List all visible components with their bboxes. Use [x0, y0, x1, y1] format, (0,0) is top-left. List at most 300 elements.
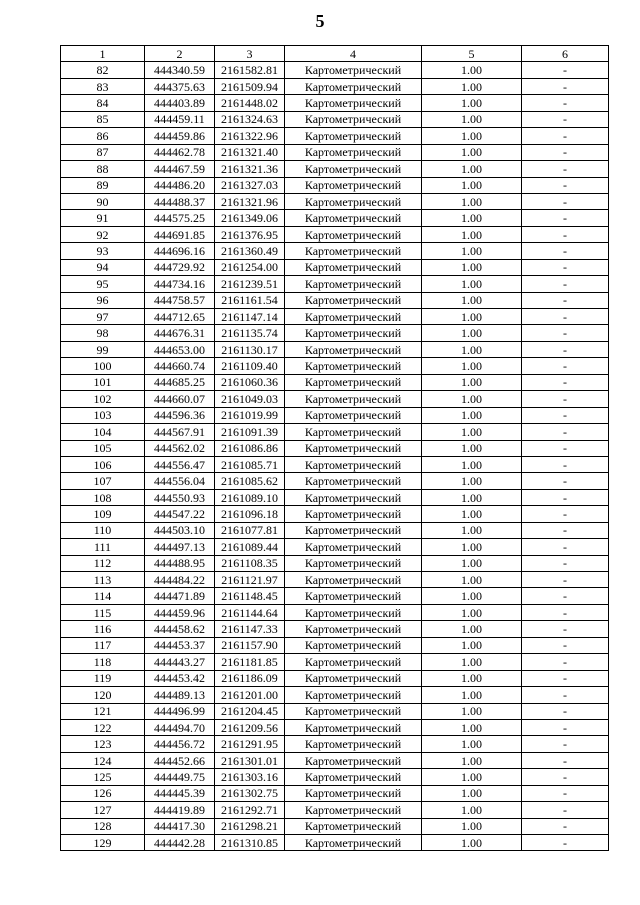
table-cell: - — [522, 785, 609, 801]
table-row — [61, 604, 609, 620]
table-cell: 2161302.75 — [215, 785, 285, 801]
table-cell: - — [522, 111, 609, 127]
table-cell: - — [522, 572, 609, 588]
table-cell: 444459.86 — [145, 128, 215, 144]
table-row — [61, 424, 609, 440]
table-cell: 1.00 — [422, 276, 522, 292]
table-cell: Картометрический — [285, 243, 422, 259]
table-cell: - — [522, 243, 609, 259]
table-cell: 444375.63 — [145, 78, 215, 94]
table-cell: 2161204.45 — [215, 703, 285, 719]
table-cell: - — [522, 539, 609, 555]
table-cell: 444691.85 — [145, 226, 215, 242]
table-cell: - — [522, 193, 609, 209]
table-cell: 444486.20 — [145, 177, 215, 193]
table-cell: Картометрический — [285, 752, 422, 768]
table-cell: 1.00 — [422, 161, 522, 177]
table-cell: - — [522, 407, 609, 423]
table-cell: Картометрический — [285, 128, 422, 144]
table-cell: 2161085.71 — [215, 456, 285, 472]
table-cell: - — [522, 703, 609, 719]
table-cell: 121 — [61, 703, 145, 719]
table-cell: Картометрический — [285, 407, 422, 423]
coordinates-table — [60, 45, 609, 851]
table-cell: 444419.89 — [145, 802, 215, 818]
table-cell: Картометрический — [285, 111, 422, 127]
table-cell: 118 — [61, 654, 145, 670]
table-cell: 444489.13 — [145, 687, 215, 703]
table-cell: 444734.16 — [145, 276, 215, 292]
table-cell: 117 — [61, 637, 145, 653]
table-cell: 100 — [61, 358, 145, 374]
table-cell: 1.00 — [422, 128, 522, 144]
table-cell: Картометрический — [285, 506, 422, 522]
table-row — [61, 440, 609, 456]
table-cell: - — [522, 802, 609, 818]
table-cell: 122 — [61, 719, 145, 735]
table-row — [61, 473, 609, 489]
table-cell: 1.00 — [422, 391, 522, 407]
table-cell: 1.00 — [422, 226, 522, 242]
table-cell: 2161181.85 — [215, 654, 285, 670]
table-row — [61, 259, 609, 275]
table-row — [61, 177, 609, 193]
table-cell: Картометрический — [285, 259, 422, 275]
table-cell: 2161121.97 — [215, 572, 285, 588]
table-cell: - — [522, 276, 609, 292]
table-cell: 1.00 — [422, 440, 522, 456]
table-cell: 1.00 — [422, 818, 522, 834]
table-cell: 2161089.44 — [215, 539, 285, 555]
table-cell: 93 — [61, 243, 145, 259]
table-cell: 123 — [61, 736, 145, 752]
table-cell: 1.00 — [422, 604, 522, 620]
table-row — [61, 637, 609, 653]
table-cell: Картометрический — [285, 62, 422, 78]
table-cell: - — [522, 670, 609, 686]
table-cell: 1.00 — [422, 489, 522, 505]
table-cell: 2161582.81 — [215, 62, 285, 78]
table-cell: 129 — [61, 835, 145, 851]
table-cell: 1.00 — [422, 752, 522, 768]
table-cell: Картометрический — [285, 736, 422, 752]
table-cell: 444494.70 — [145, 719, 215, 735]
table-cell: 444496.99 — [145, 703, 215, 719]
table-row — [61, 621, 609, 637]
table-cell: Картометрический — [285, 292, 422, 308]
table-cell: - — [522, 226, 609, 242]
table-cell: 444696.16 — [145, 243, 215, 259]
table-cell: 92 — [61, 226, 145, 242]
table-cell: 1.00 — [422, 539, 522, 555]
table-cell: 124 — [61, 752, 145, 768]
table-cell: - — [522, 374, 609, 390]
table-cell: 119 — [61, 670, 145, 686]
table-cell: Картометрический — [285, 325, 422, 341]
table-cell: 1.00 — [422, 292, 522, 308]
table-cell: 86 — [61, 128, 145, 144]
table-cell: 83 — [61, 78, 145, 94]
table-row — [61, 226, 609, 242]
table-cell: 82 — [61, 62, 145, 78]
column-header: 1 — [61, 46, 145, 62]
table-cell: 2161096.18 — [215, 506, 285, 522]
table-cell: 2161147.33 — [215, 621, 285, 637]
table-cell: 2161376.95 — [215, 226, 285, 242]
table-cell: 444758.57 — [145, 292, 215, 308]
table-cell: 126 — [61, 785, 145, 801]
table-row — [61, 391, 609, 407]
table-row — [61, 588, 609, 604]
table-cell: Картометрический — [285, 177, 422, 193]
table-cell: Картометрический — [285, 391, 422, 407]
table-cell: 444547.22 — [145, 506, 215, 522]
table-cell: 444488.37 — [145, 193, 215, 209]
table-cell: 110 — [61, 522, 145, 538]
table-row — [61, 703, 609, 719]
table-cell: Картометрический — [285, 424, 422, 440]
table-cell: - — [522, 440, 609, 456]
table-row — [61, 489, 609, 505]
table-cell: - — [522, 687, 609, 703]
table-cell: 2161148.45 — [215, 588, 285, 604]
table-cell: 1.00 — [422, 341, 522, 357]
table-row — [61, 752, 609, 768]
table-cell: Картометрический — [285, 818, 422, 834]
table-cell: 1.00 — [422, 424, 522, 440]
table-cell: 1.00 — [422, 637, 522, 653]
table-cell: 444442.28 — [145, 835, 215, 851]
table-cell: 2161135.74 — [215, 325, 285, 341]
table-cell: - — [522, 259, 609, 275]
table-cell: - — [522, 95, 609, 111]
table-cell: 444453.42 — [145, 670, 215, 686]
table-row — [61, 193, 609, 209]
table-cell: 95 — [61, 276, 145, 292]
table-cell: 444452.66 — [145, 752, 215, 768]
table-cell: - — [522, 752, 609, 768]
table-cell: 97 — [61, 309, 145, 325]
table-cell: 2161327.03 — [215, 177, 285, 193]
table-cell: 1.00 — [422, 407, 522, 423]
table-cell: 2161321.40 — [215, 144, 285, 160]
table-cell: 2161321.36 — [215, 161, 285, 177]
table-cell: 1.00 — [422, 506, 522, 522]
table-row — [61, 769, 609, 785]
table-cell: 444653.00 — [145, 341, 215, 357]
table-cell: 107 — [61, 473, 145, 489]
table-cell: 444712.65 — [145, 309, 215, 325]
table-cell: 108 — [61, 489, 145, 505]
table-cell: 444449.75 — [145, 769, 215, 785]
table-cell: 2161201.00 — [215, 687, 285, 703]
table-cell: Картометрический — [285, 719, 422, 735]
page-number: 5 — [315, 11, 325, 31]
table-cell: 112 — [61, 555, 145, 571]
table-cell: Картометрический — [285, 456, 422, 472]
table-cell: 120 — [61, 687, 145, 703]
table-cell: 116 — [61, 621, 145, 637]
table-cell: 105 — [61, 440, 145, 456]
table-cell: Картометрический — [285, 835, 422, 851]
table-cell: Картометрический — [285, 226, 422, 242]
table-row — [61, 719, 609, 735]
column-header: 5 — [422, 46, 522, 62]
table-cell: 99 — [61, 341, 145, 357]
table-cell: Картометрический — [285, 95, 422, 111]
table-cell: - — [522, 473, 609, 489]
table-row — [61, 161, 609, 177]
table-cell: 1.00 — [422, 719, 522, 735]
table-cell: Картометрический — [285, 670, 422, 686]
table-cell: 444660.07 — [145, 391, 215, 407]
table-cell: 444676.31 — [145, 325, 215, 341]
table-cell: 1.00 — [422, 621, 522, 637]
table-row — [61, 736, 609, 752]
table-cell: 85 — [61, 111, 145, 127]
table-cell: 115 — [61, 604, 145, 620]
table-cell: 127 — [61, 802, 145, 818]
table-cell: - — [522, 835, 609, 851]
table-cell: 444556.04 — [145, 473, 215, 489]
table-cell: 1.00 — [422, 325, 522, 341]
table-row — [61, 802, 609, 818]
table-row — [61, 522, 609, 538]
table-cell: 2161108.35 — [215, 555, 285, 571]
table-cell: 1.00 — [422, 95, 522, 111]
table-cell: 444503.10 — [145, 522, 215, 538]
table-cell: Картометрический — [285, 539, 422, 555]
table-cell: 1.00 — [422, 572, 522, 588]
table-cell: 1.00 — [422, 703, 522, 719]
table-row — [61, 144, 609, 160]
table-cell: 91 — [61, 210, 145, 226]
table-row — [61, 506, 609, 522]
table-cell: 89 — [61, 177, 145, 193]
table-cell: 444462.78 — [145, 144, 215, 160]
table-cell: 2161303.16 — [215, 769, 285, 785]
column-header: 6 — [522, 46, 609, 62]
table-row — [61, 111, 609, 127]
table-cell: 2161509.94 — [215, 78, 285, 94]
table-cell: 444403.89 — [145, 95, 215, 111]
table-row — [61, 555, 609, 571]
table-cell: - — [522, 358, 609, 374]
table-cell: 102 — [61, 391, 145, 407]
table-cell: 444456.72 — [145, 736, 215, 752]
table-cell: 444484.22 — [145, 572, 215, 588]
table-cell: Картометрический — [285, 703, 422, 719]
table-cell: 113 — [61, 572, 145, 588]
table-row — [61, 818, 609, 834]
table-cell: 2161060.36 — [215, 374, 285, 390]
table-cell: 2161298.21 — [215, 818, 285, 834]
table-cell: 2161049.03 — [215, 391, 285, 407]
table-cell: Картометрический — [285, 440, 422, 456]
table-cell: 1.00 — [422, 243, 522, 259]
table-cell: - — [522, 210, 609, 226]
table-cell: 2161321.96 — [215, 193, 285, 209]
table-cell: 1.00 — [422, 144, 522, 160]
table-cell: 444458.62 — [145, 621, 215, 637]
table-cell: - — [522, 769, 609, 785]
table-cell: - — [522, 424, 609, 440]
table-cell: 1.00 — [422, 78, 522, 94]
table-cell: 1.00 — [422, 210, 522, 226]
table-cell: 1.00 — [422, 588, 522, 604]
table-cell: 98 — [61, 325, 145, 341]
table-row — [61, 835, 609, 851]
table-cell: 444556.47 — [145, 456, 215, 472]
table-cell: 444467.59 — [145, 161, 215, 177]
table-cell: 94 — [61, 259, 145, 275]
table-cell: 1.00 — [422, 193, 522, 209]
table-cell: 444445.39 — [145, 785, 215, 801]
table-cell: Картометрический — [285, 802, 422, 818]
table-cell: 2161360.49 — [215, 243, 285, 259]
table-row — [61, 785, 609, 801]
table-cell: 444471.89 — [145, 588, 215, 604]
table-cell: 444685.25 — [145, 374, 215, 390]
table-row — [61, 292, 609, 308]
table-cell: Картометрический — [285, 687, 422, 703]
table-row — [61, 325, 609, 341]
table-cell: 444660.74 — [145, 358, 215, 374]
table-row — [61, 687, 609, 703]
table-cell: - — [522, 161, 609, 177]
table-cell: Картометрический — [285, 654, 422, 670]
table-cell: 2161144.64 — [215, 604, 285, 620]
table-cell: 1.00 — [422, 358, 522, 374]
column-header: 3 — [215, 46, 285, 62]
table-cell: Картометрический — [285, 473, 422, 489]
table-cell: 444417.30 — [145, 818, 215, 834]
table-row — [61, 670, 609, 686]
table-cell: 1.00 — [422, 456, 522, 472]
table-header-row — [61, 46, 609, 62]
table-cell: 2161019.99 — [215, 407, 285, 423]
table-row — [61, 654, 609, 670]
table-cell: 2161089.10 — [215, 489, 285, 505]
table-cell: - — [522, 62, 609, 78]
table-cell: 2161448.02 — [215, 95, 285, 111]
table-cell: 444562.02 — [145, 440, 215, 456]
table-cell: 2161239.51 — [215, 276, 285, 292]
table-cell: 1.00 — [422, 473, 522, 489]
table-cell: Картометрический — [285, 621, 422, 637]
table-cell: 2161157.90 — [215, 637, 285, 653]
table-cell: 1.00 — [422, 374, 522, 390]
table-cell: 2161086.86 — [215, 440, 285, 456]
table-cell: - — [522, 654, 609, 670]
table-cell: 90 — [61, 193, 145, 209]
table-cell: - — [522, 555, 609, 571]
table-cell: 444729.92 — [145, 259, 215, 275]
table-cell: - — [522, 489, 609, 505]
table-row — [61, 341, 609, 357]
table-cell: 1.00 — [422, 654, 522, 670]
table-cell: Картометрический — [285, 572, 422, 588]
table-cell: 128 — [61, 818, 145, 834]
table-cell: - — [522, 522, 609, 538]
table-cell: 444567.91 — [145, 424, 215, 440]
table-row — [61, 62, 609, 78]
table-cell: Картометрический — [285, 358, 422, 374]
table-cell: - — [522, 456, 609, 472]
table-cell: 1.00 — [422, 309, 522, 325]
table-cell: 2161186.09 — [215, 670, 285, 686]
table-cell: 2161291.95 — [215, 736, 285, 752]
table-cell: 96 — [61, 292, 145, 308]
table-row — [61, 95, 609, 111]
table-cell: - — [522, 588, 609, 604]
table-cell: - — [522, 177, 609, 193]
table-body — [61, 62, 609, 851]
table-cell: Картометрический — [285, 276, 422, 292]
table-cell: - — [522, 736, 609, 752]
table-cell: 1.00 — [422, 769, 522, 785]
table-cell: - — [522, 325, 609, 341]
table-cell: 2161324.63 — [215, 111, 285, 127]
table-row — [61, 374, 609, 390]
table-cell: 2161085.62 — [215, 473, 285, 489]
table-cell: 2161077.81 — [215, 522, 285, 538]
table-cell: 1.00 — [422, 177, 522, 193]
table-row — [61, 276, 609, 292]
table-cell: 2161209.56 — [215, 719, 285, 735]
table-cell: - — [522, 719, 609, 735]
table-cell: 1.00 — [422, 62, 522, 78]
table-cell: 125 — [61, 769, 145, 785]
table-cell: 103 — [61, 407, 145, 423]
table-cell: - — [522, 621, 609, 637]
table-row — [61, 309, 609, 325]
table-cell: 1.00 — [422, 555, 522, 571]
table-cell: - — [522, 637, 609, 653]
table-cell: - — [522, 506, 609, 522]
table-cell: Картометрический — [285, 78, 422, 94]
table-cell: 444488.95 — [145, 555, 215, 571]
table-cell: 2161301.01 — [215, 752, 285, 768]
table-cell: 114 — [61, 588, 145, 604]
table-cell: Картометрический — [285, 588, 422, 604]
table-cell: - — [522, 604, 609, 620]
table-cell: 2161292.71 — [215, 802, 285, 818]
table-cell: 1.00 — [422, 670, 522, 686]
table-cell: 101 — [61, 374, 145, 390]
table-cell: 1.00 — [422, 785, 522, 801]
column-header: 2 — [145, 46, 215, 62]
table-cell: 106 — [61, 456, 145, 472]
table-cell: 444497.13 — [145, 539, 215, 555]
table-cell: 2161091.39 — [215, 424, 285, 440]
table-cell: 109 — [61, 506, 145, 522]
table-row — [61, 358, 609, 374]
table-cell: 2161161.54 — [215, 292, 285, 308]
table-cell: 1.00 — [422, 687, 522, 703]
table-cell: - — [522, 78, 609, 94]
table-cell: 2161147.14 — [215, 309, 285, 325]
table-cell: 444443.27 — [145, 654, 215, 670]
table-cell: Картометрический — [285, 489, 422, 505]
table-cell: 444340.59 — [145, 62, 215, 78]
table-row — [61, 128, 609, 144]
table-cell: 84 — [61, 95, 145, 111]
table-row — [61, 210, 609, 226]
table-cell: 444596.36 — [145, 407, 215, 423]
table-cell: Картометрический — [285, 555, 422, 571]
table-cell: 1.00 — [422, 802, 522, 818]
